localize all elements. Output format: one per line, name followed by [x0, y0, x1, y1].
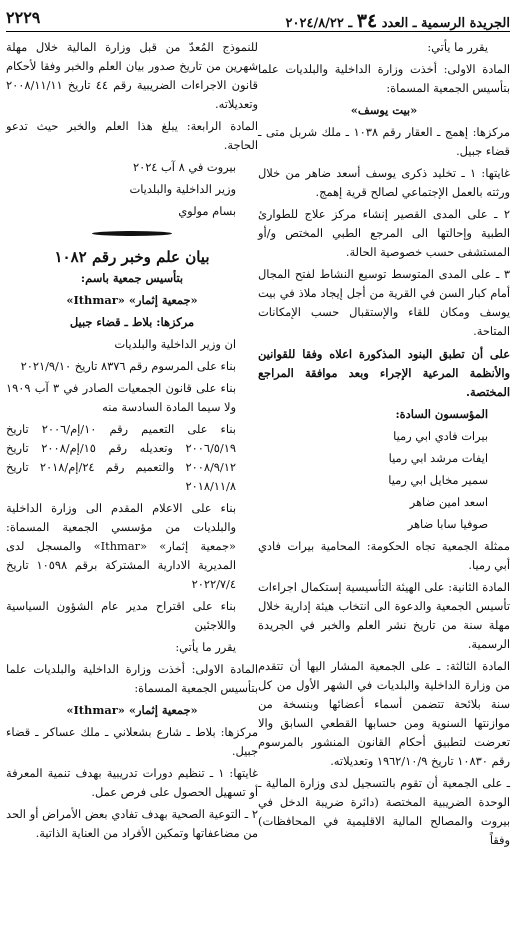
government-representative: ممثلة الجمعية تجاه الحكومة: المحامية بيرات فادي أبي رميا.	[258, 539, 510, 572]
notice-title: بيان علم وخبر رقم ١٠٨٢	[54, 248, 210, 266]
legal-basis-decree: بناء على المرسوم رقم ٨٣٧٦ تاريخ ٢٠٢١/٩/١٠	[20, 359, 236, 373]
association-name: «جمعية إثمار» «Ithmar»	[66, 293, 198, 307]
headquarters: مركزها: إهمج ـ العقار رقم ١٠٣٨ ـ ملك شربل متى ـ قضاء جبيل.	[258, 125, 510, 158]
legal-basis-proposal: بناء على اقتراح مدير عام الشؤون السياسية واللاجئين	[6, 599, 236, 632]
compliance-clause: على أن تطبق البنود المذكورة اعلاه وفقا للقوانين والأنظمة المرعية الإجراء وبعد موافقة المراجع المختصة.	[258, 347, 510, 399]
founder-name: سمير مخايل ابي رميا	[388, 473, 488, 487]
section-divider	[92, 231, 172, 236]
issue-date: ـ ٢٠٢٤/٨/٢٢	[285, 16, 353, 31]
purpose-3: ٣ ـ على المدى المتوسط توسيع النشاط لفتح المجال أمام كبار السن في القرية من أجل إيجاد ملاذ في بيت يوسف ومكان للقاء والإستقبال حسب الإمكانات المتاحة.	[258, 267, 510, 338]
article-3: المادة الثالثة: ـ على الجمعية المشار اليها أن تتقدم من وزارة الداخلية والبلديات في الشهر الأول من كل سنة بلائحة تتضمن أسماء أعضائها وبنسخة من موازنتها السنوية ومن حسابها القطعي السابق والا تعرضت لتطبيق أحكام القانون المنشور بالمرسوم رقم ١٠٨٣٠ تاريخ ١٩٦٢/١٠/٩ وتعديلاته.	[258, 659, 510, 768]
founder-name: صوفيا سابا ضاهر	[407, 517, 488, 531]
right-column	[258, 38, 510, 853]
page-number: ٢٢٢٩	[6, 8, 41, 27]
legal-basis-notification: بناء على الاعلام المقدم الى وزارة الداخلية والبلديات من مؤسسي الجمعية المسماة: «جمعية إثمار» «Ithmar» والمسجل لدى المديرية الادارية المشتركة برقم ١٠٥٩٨ تاريخ ٢٠٢٢/٧/٤	[6, 501, 236, 591]
tax-registration: ـ على الجمعية أن تقوم بالتسجيل لدى وزارة المالية ـ الوحدة الضريبية المختصة (دائرة ضريبة الدخل في بيروت والمصالح المالية الاقليمية في المحافظات) وفقاً	[258, 776, 510, 847]
founders-heading: المؤسسون السادة:	[395, 407, 488, 421]
founder-name: ايفات مرشد ابي رميا	[388, 451, 488, 465]
running-title	[286, 10, 510, 32]
association-name: «بيت يوسف»	[350, 103, 418, 117]
article-4: المادة الرابعة: يبلغ هذا العلم والخبر حيث تدعو الحاجة.	[6, 119, 258, 152]
header-rule	[6, 31, 510, 32]
article-2: المادة الثانية: على الهيئة التأسيسية إستكمال اجراءات تأسيس الجمعية والدعوة الى انتخاب هيئة إدارية خلال مهلة سنة من تاريخ نشر العلم والخبر في الجريدة الرسمية.	[258, 580, 510, 651]
signatory-title: وزير الداخلية والبلديات	[129, 182, 236, 196]
founder-name: اسعد امين ضاهر	[409, 495, 488, 509]
purpose-2: ٢ ـ على المدى القصير إنشاء مركز علاج للطوارئ الطبية وإحالتها الى المرجع الطبي المختص و/أو المستشفى حسب خصوصية الحالة.	[258, 207, 510, 259]
signature-place-date: بيروت في ٨ آب ٢٠٢٤	[132, 160, 236, 174]
purpose-1: غايتها: ١ ـ تنظيم دورات تدريبية بهدف تنمية المعرفة أو تسهيل الحصول على فرص عمل.	[6, 766, 258, 799]
decision-intro: يقرر ما يأتي:	[175, 640, 236, 654]
purpose-2: ٢ ـ التوعية الصحية بهدف تفادي بعض الأمراض أو الحد من مضاعفاتها وتمكين الأفراد من العناية الذاتية.	[6, 807, 258, 840]
headquarters: مركزها: بلاط ـ شارع بشعلاني ـ ملك عساكر ـ قضاء جبيل.	[6, 725, 258, 758]
legal-basis-circulars: بناء على التعميم رقم ١٠/إم/٢٠٠٦ تاريخ ٢٠٠٦/٥/١٩ وتعديله رقم ١٥/إم/٢٠٠٨ تاريخ ٢٠٠٨/٩/١٢ والتعميم رقم ٢٤/إم/٢٠١٨ تاريخ ٢٠١٨/١١/٨	[6, 422, 237, 493]
signatory-name: بسام مولوي	[178, 204, 236, 218]
article-1: المادة الاولى: أخذت وزارة الداخلية والبلديات علما بتأسيس الجمعية المسماة:	[6, 662, 258, 695]
headquarters: مركزها: بلاط ـ قضاء جبيل	[69, 315, 195, 329]
decision-intro: يقرر ما يأتي:	[427, 40, 488, 54]
tax-registration-continued: للنموذج المُعدّ من قبل وزارة المالية خلال مهلة شهرين من تاريخ صدور بيان العلم والخبر وفقا لأحكام قانون الاجراءات الضريبية رقم ٤٤ تاريخ ٢٠٠٨/١١/١١ وتعديلاته.	[6, 40, 258, 111]
minister-intro: ان وزير الداخلية والبلديات	[114, 337, 236, 351]
left-column	[6, 38, 258, 846]
issue-number: ٣٤	[356, 10, 378, 32]
legal-basis-law: بناء على قانون الجمعيات الصادر في ٣ آب ١٩٠٩ ولا سيما المادة السادسة منه	[6, 381, 236, 414]
association-name: «جمعية إثمار» «Ithmar»	[66, 703, 198, 717]
purpose-1: غايتها: ١ ـ تخليد ذكرى يوسف أسعد ضاهر من خلال ورثته بالعمل الإجتماعي لصالح قرية إهمج.	[258, 166, 510, 199]
gazette-name: الجريدة الرسمية ـ العدد	[381, 16, 510, 31]
founder-name: بيرات فادي ابي رميا	[393, 429, 488, 443]
notice-subtitle: بتأسيس جمعية باسم:	[80, 271, 184, 285]
page-header	[6, 6, 510, 30]
article-1: المادة الاولى: أخذت وزارة الداخلية والبلديات علما بتأسيس الجمعية المسماة:	[258, 62, 510, 95]
